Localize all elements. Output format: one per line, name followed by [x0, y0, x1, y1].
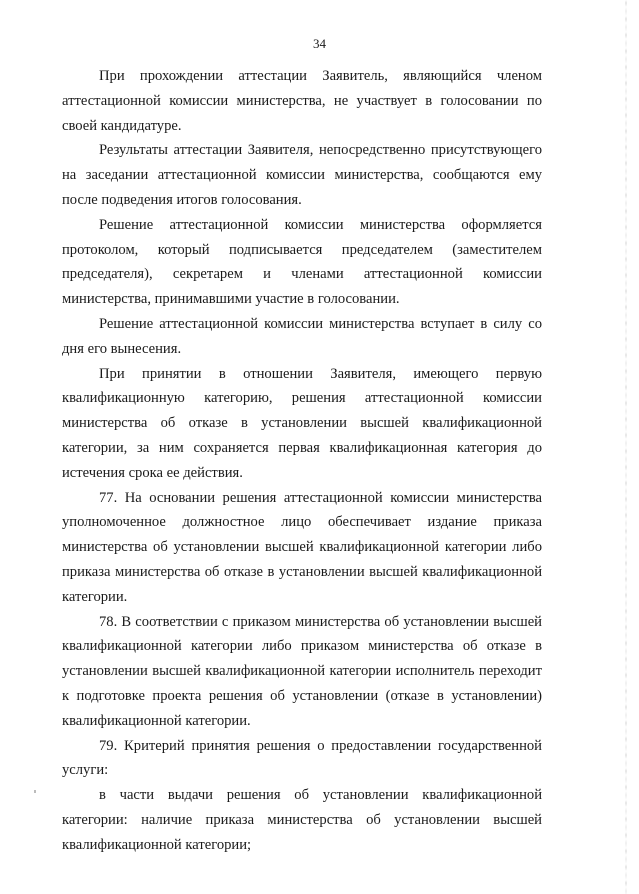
- paragraph-3: Решение аттестационной комиссии министерства оформляется протоколом, который подписывается председателем (заместителем председателя), секретарем и членами аттестационной комиссии министерства, принимавшими участие в голосовании.: [62, 216, 542, 308]
- paragraph-79: 79. Критерий принятия решения о предоставлении государственной услуги:: [62, 737, 542, 779]
- paragraph-4: Решение аттестационной комиссии министерства вступает в силу со дня его вынесения.: [62, 315, 542, 357]
- paragraph-77: 77. На основании решения аттестационной комиссии министерства уполномоченное должностное лицо обеспечивает издание приказа министерства об установлении высшей квалификационной категории либо приказа министерства об отказе в установлении высшей квалификационной категории.: [62, 489, 542, 605]
- scan-edge-artifact: [625, 0, 627, 894]
- paragraph-78: 78. В соответствии с приказом министерства об установлении высшей квалификационной категории либо приказом министерства об отказе в установлении высшей квалификационной категории исполнитель переходит к подготовке проекта решения об установлении (отказе в установлении) квалификационной категории.: [62, 613, 542, 729]
- page-number: 34: [313, 36, 326, 51]
- paragraph-1: При прохождении аттестации Заявитель, являющийся членом аттестационной комиссии министерства, не участвует в голосовании по своей кандидатуре.: [62, 68, 542, 134]
- paragraph-79-criterion: в части выдачи решения об установлении квалификационной категории: наличие приказа министерства об установлении высшей квалификационной категории;: [62, 787, 542, 853]
- scan-mark-artifact: [34, 790, 36, 793]
- paragraph-5: При принятии в отношении Заявителя, имеющего первую квалификационную категорию, решения аттестационной комиссии министерства об отказе в установлении высшей квалификационной категории, за ним сохраняется первая квалификационная категория до истечения срока ее действия.: [62, 365, 542, 481]
- document-body: [62, 64, 542, 858]
- paragraph-2: Результаты аттестации Заявителя, непосредственно присутствующего на заседании аттестационной комиссии министерства, сообщаются ему после подведения итогов голосования.: [62, 142, 542, 208]
